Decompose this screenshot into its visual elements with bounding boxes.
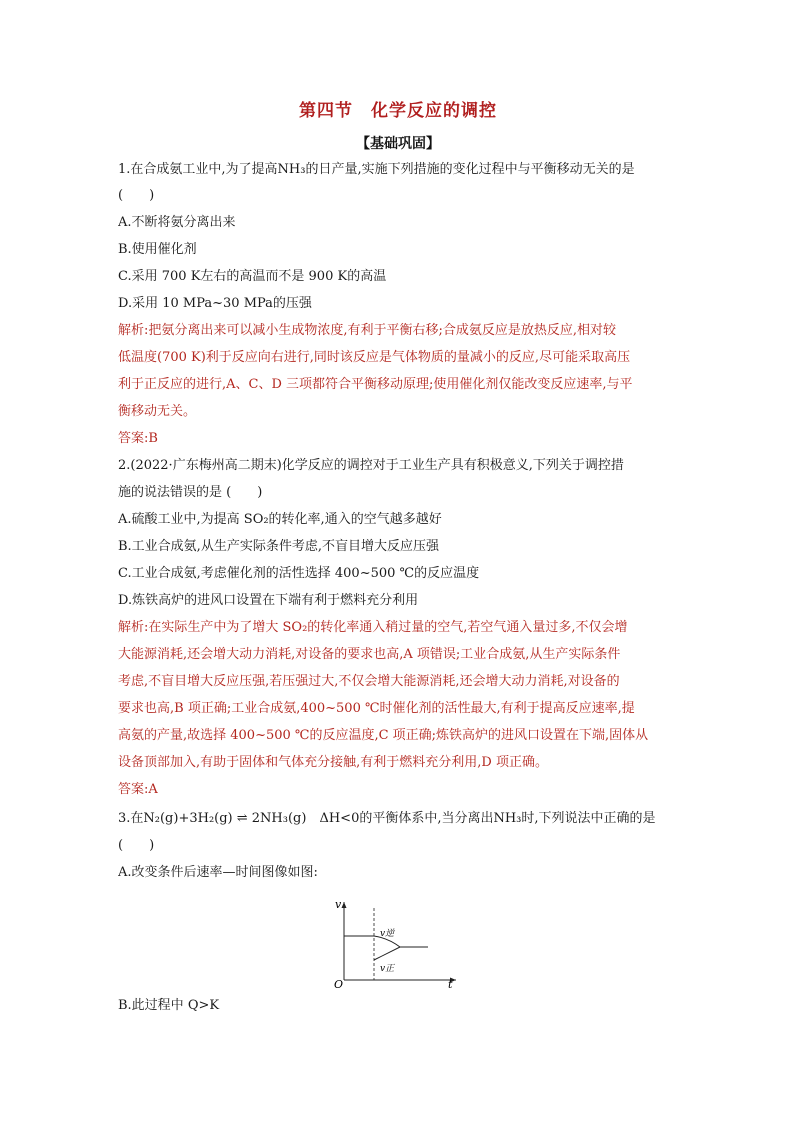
q3-option-b: B.此过程中 Q>K [118, 998, 220, 1013]
q2-explanation-line1: 解析:在实际生产中为了增大 SO₂的转化率通入稍过量的空气,若空气通入量过多,不仅会增 [118, 620, 628, 635]
q3-stem-line2: ( ) [118, 838, 155, 853]
graph-v-forward-curve [374, 947, 400, 960]
q1-option-c: C.采用 700 K左右的高温而不是 900 K的高温 [118, 269, 387, 284]
q2-option-c: C.工业合成氨,考虑催化剂的活性选择 400~500 ℃的反应温度 [118, 566, 480, 581]
q1-option-b: B.使用催化剂 [118, 242, 197, 257]
q1-answer: 答案:B [118, 431, 158, 446]
q1-stem-line2: ( ) [118, 188, 155, 203]
section-heading: 【基础巩固】 [356, 136, 440, 152]
q2-option-a: A.硫酸工业中,为提高 SO₂的转化率,通入的空气越多越好 [118, 512, 442, 527]
graph-y-arrow [342, 902, 347, 908]
graph-v-forward-label: v正 [380, 964, 395, 974]
q1-explanation-line1: 解析:把氨分离出来可以减小生成物浓度,有利于平衡右移;合成氨反应是放热反应,相对较 [118, 323, 617, 338]
q2-option-b: B.工业合成氨,从生产实际条件考虑,不盲目增大反应压强 [118, 539, 439, 554]
q3-stem-line1: 3.在N₂(g)+3H₂(g) ⇌ 2NH₃(g) ΔH<0的平衡体系中,当分离出NH₃时,下列说法中正确的是 [118, 811, 656, 826]
q2-explanation-line6: 设备顶部加入,有助于固体和气体充分接触,有利于燃料充分利用,D 项正确。 [118, 755, 548, 770]
q1-option-d: D.采用 10 MPa~30 MPa的压强 [118, 296, 312, 311]
q1-option-a: A.不断将氨分离出来 [118, 215, 236, 230]
rate-time-graph [332, 896, 462, 988]
q2-explanation-line5: 高氨的产量,故选择 400~500 ℃的反应温度,C 项正确;炼铁高炉的进风口设置在下端,固体从 [118, 728, 649, 743]
q2-explanation-line3: 考虑,不盲目增大反应压强,若压强过大,不仅会增大能源消耗,还会增大动力消耗,对设备的 [118, 674, 620, 689]
q2-option-d: D.炼铁高炉的进风口设置在下端有利于燃料充分利用 [118, 593, 419, 608]
graph-origin-label: O [334, 978, 344, 988]
graph-x-label: t [448, 978, 453, 988]
graph-y-label: v [335, 898, 342, 911]
q2-stem-line1: 2.(2022·广东梅州高二期末)化学反应的调控对于工业生产具有积极意义,下列关于调控措 [118, 458, 624, 473]
q1-explanation-line2: 低温度(700 K)利于反应向右进行,同时该反应是气体物质的量减小的反应,尽可能采取高压 [118, 350, 631, 365]
q2-answer: 答案:A [118, 782, 158, 797]
q1-explanation-line3: 利于正反应的进行,A、C、D 三项都符合平衡移动原理;使用催化剂仅能改变反应速率,与平 [118, 377, 633, 392]
q2-stem-line2: 施的说法错误的是 ( ) [118, 485, 263, 500]
page-title: 第四节 化学反应的调控 [299, 101, 497, 121]
q2-explanation-line2: 大能源消耗,还会增大动力消耗,对设备的要求也高,A 项错误;工业合成氨,从生产实际条件 [118, 647, 621, 662]
q1-explanation-line4: 衡移动无关。 [118, 404, 197, 419]
graph-v-reverse-label: v逆 [380, 929, 395, 939]
q1-stem-line1: 1.在合成氨工业中,为了提高NH₃的日产量,实施下列措施的变化过程中与平衡移动无关的是 [118, 162, 635, 177]
q2-explanation-line4: 要求也高,B 项正确;工业合成氨,400~500 ℃时催化剂的活性最大,有利于提高反应速率,提 [118, 701, 635, 716]
q3-option-a: A.改变条件后速率—时间图像如图: [118, 865, 318, 880]
